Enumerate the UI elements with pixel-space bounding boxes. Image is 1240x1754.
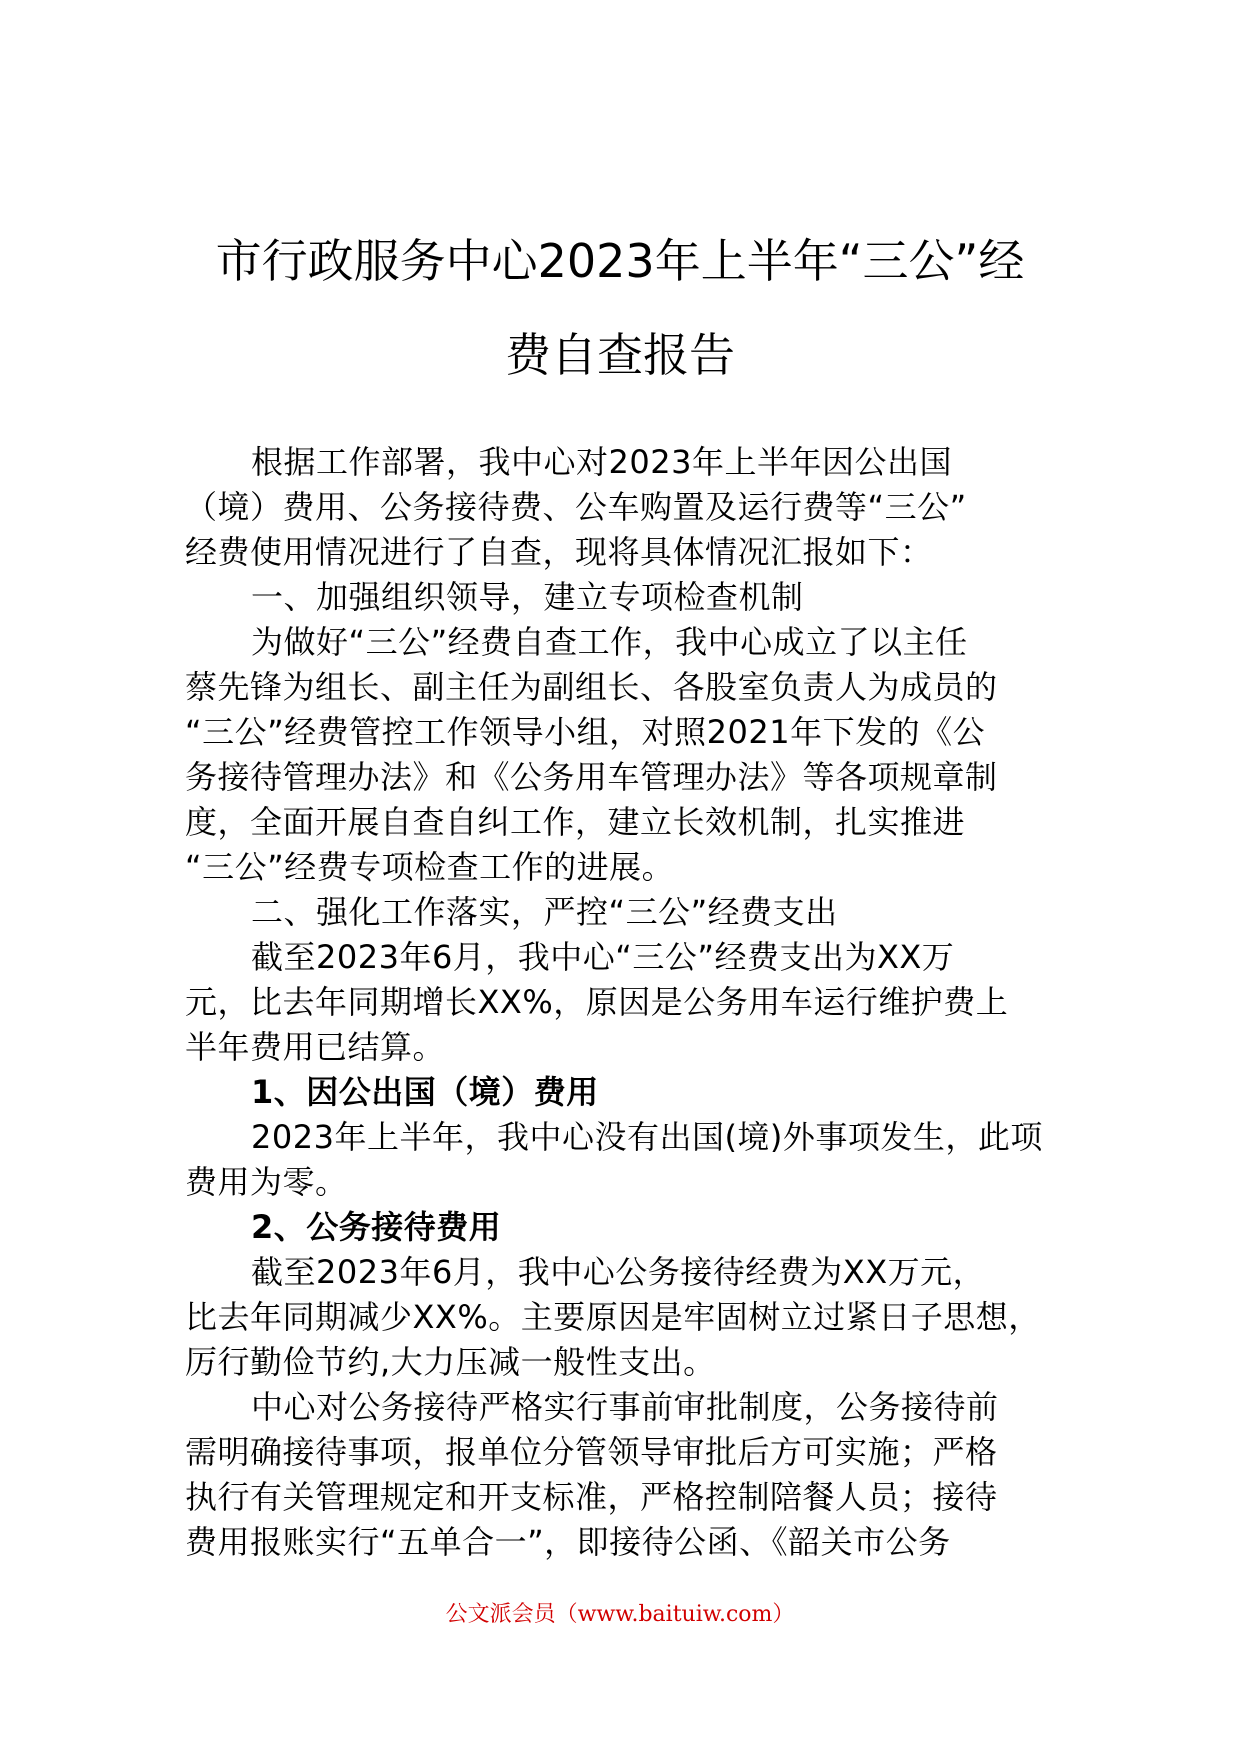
- footer-watermark: 公文派会员（www.baituiw.com）: [445, 1602, 795, 1627]
- document-title-line-2: 费自查报告: [505, 328, 735, 382]
- paragraph-line: 执行有关管理规定和开支标准，严格控制陪餐人员；接待: [185, 1478, 998, 1516]
- paragraph-line: 厉行勤俭节约,大力压减一般性支出。: [185, 1343, 716, 1381]
- paragraph-line: 半年费用已结算。: [185, 1028, 446, 1066]
- paragraph-line: 度，全面开展自查自纠工作，建立长效机制，扎实推进: [185, 803, 966, 841]
- paragraph-line: 截至2023年6月，我中心“三公”经费支出为XX万: [251, 938, 955, 976]
- document-title-line-1: 市行政服务中心2023年上半年“三公”经: [215, 234, 1025, 288]
- paragraph-line: 比去年同期减少XX%。主要原因是牢固树立过紧日子思想，: [185, 1298, 1041, 1336]
- paragraph-line: 务接待管理办法》和《公务用车管理办法》等各项规章制: [185, 758, 998, 796]
- paragraph-line: （境）费用、公务接待费、公车购置及运行费等“三公”: [185, 488, 967, 526]
- paragraph-line: 费用报账实行“五单合一”，即接待公函、《韶关市公务: [185, 1523, 951, 1561]
- paragraph-line: “三公”经费管控工作领导小组，对照2021年下发的《公: [185, 713, 986, 751]
- document-body: [185, 440, 1075, 1565]
- paragraph-line: “三公”经费专项检查工作的进展。: [185, 848, 675, 886]
- paragraph-line: 元，比去年同期增长XX%，原因是公务用车运行维护费上: [185, 983, 1009, 1021]
- paragraph-line: 根据工作部署，我中心对2023年上半年因公出国: [251, 443, 952, 481]
- subsection-heading: 1、因公出国（境）费用: [251, 1073, 599, 1111]
- paragraph-line: 2023年上半年，我中心没有出国(境)外事项发生，此项: [251, 1118, 1043, 1156]
- paragraph-line: 费用为零。: [185, 1163, 348, 1201]
- paragraph-line: 中心对公务接待严格实行事前审批制度，公务接待前: [251, 1388, 999, 1426]
- section-heading: 二、强化工作落实，严控“三公”经费支出: [251, 893, 838, 931]
- paragraph-line: 为做好“三公”经费自查工作，我中心成立了以主任: [251, 623, 968, 661]
- subsection-heading: 2、公务接待费用: [251, 1208, 502, 1246]
- paragraph-line: 需明确接待事项，报单位分管领导审批后方可实施；严格: [185, 1433, 998, 1471]
- paragraph-line: 截至2023年6月，我中心公务接待经费为XX万元，: [251, 1253, 986, 1291]
- paragraph-line: 经费使用情况进行了自查，现将具体情况汇报如下：: [185, 533, 933, 571]
- section-heading: 一、加强组织领导，建立专项检查机制: [251, 578, 804, 616]
- paragraph-line: 蔡先锋为组长、副主任为副组长、各股室负责人为成员的: [185, 668, 998, 706]
